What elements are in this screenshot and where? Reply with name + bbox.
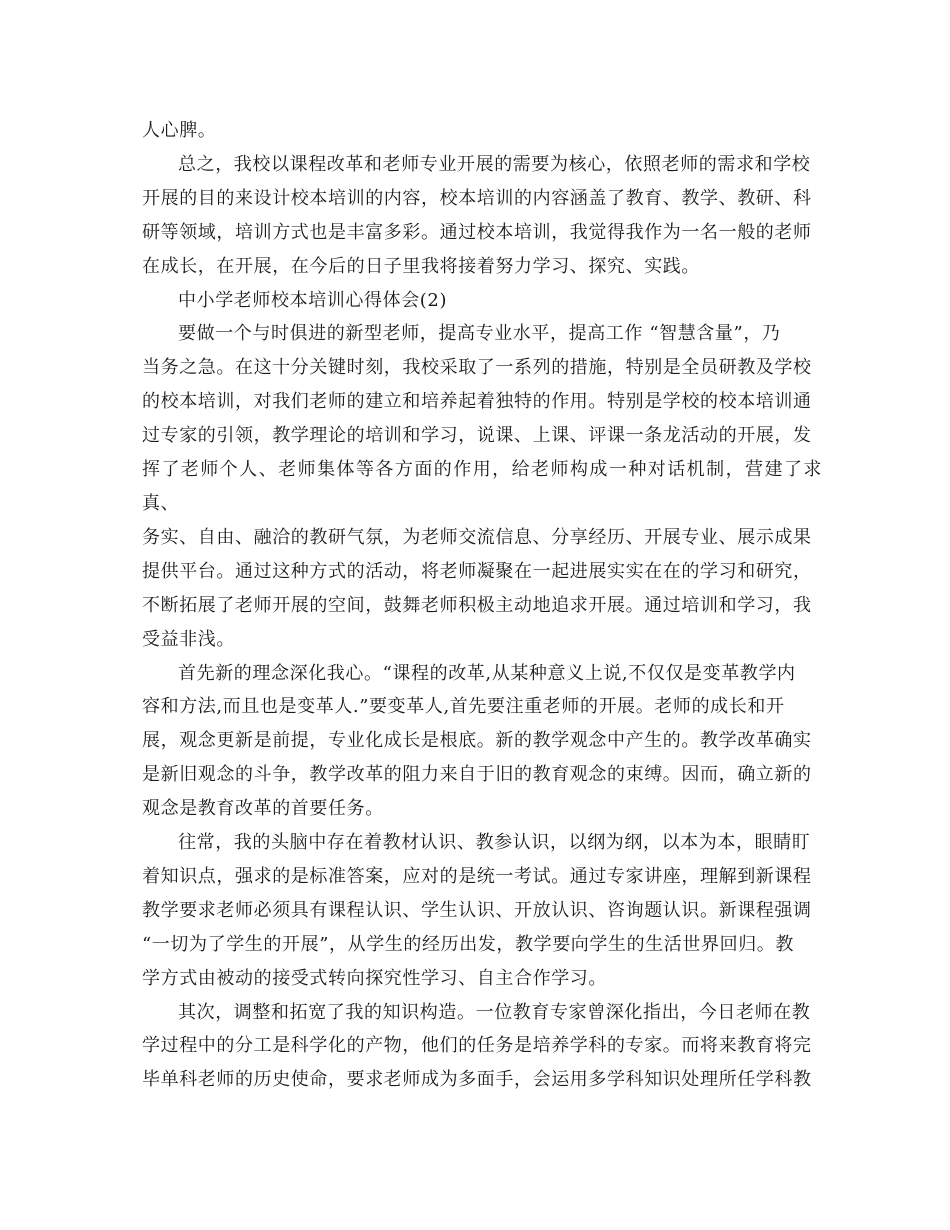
paragraph-new-concept: 首先新的理念深化我心。“课程的改革,从某种意义上说,不仅仅是变革教学内 容和方法,而且也是变革人.”要变革人,首先要注重老师的开展。老师的成长和开 展，观念更新是前提，专业化成长是根底。新的教学观念中产生的。教学改革确实 是新旧观念的斗争，教学改革的阻力来自于旧的教育观念的束缚。因而，确立新的 观念是教育改革的首要任务。 — [142, 662, 812, 820]
paragraph-continuation: 人心脾。 — [142, 120, 217, 141]
paragraph-intro: 要做一个与时俱进的新型老师，提高专业水平，提高工作 “智慧含量”，乃 当务之急。在这十分关键时刻，我校采取了一系列的措施，特别是全员研教及学校 的校本培训，对我们老师的建立和培养起着独特的作用。特别是学校的校本培训通 过专家的引领，教学理论的培训和学习，说课、上课、评课一条龙活动的开展，发 挥了老师个人、老师集体等各方面的作用，给老师构成一种对话机制，营建了求真、 务实、自由、融洽的教研气氛，为老师交流信息、分享经历、开展专业、展示成果 提供平台。通过这种方式的活动，将老师凝聚在一起进展实实在在的学习和研究， 不断拓展了老师开展的空间，鼓舞老师积极主动地追求开展。通过培训和学习，我 受益非浅。 — [142, 323, 822, 650]
paragraph-past-habits: 往常，我的头脑中存在着教材认识、教参认识，以纲为纲，以本为本，眼睛盯 着知识点，强求的是标准答案，应对的是统一考试。通过专家讲座，理解到新课程 教学要求老师必须具有课程认识、学生认识、开放认识、咨询题认识。新课程强调 “一切为了学生的开展”，从学生的经历出发，教学要向学生的生活世界回归。教 学方式由被动的接受式转向探究性学习、自主合作学习。 — [142, 832, 812, 989]
paragraph-summary: 总之，我校以课程改革和老师专业开展的需要为核心，依照老师的需求和学校 开展的目的来设计校本培训的内容，校本培训的内容涵盖了教育、教学、教研、科 研等领域，培训方式也是丰富多彩。通过校本培训，我觉得我作为一名一般的老师 在成长，在开展，在今后的日子里我将接着努力学习、探究、实践。 — [142, 153, 812, 277]
section-title: 中小学老师校本培训心得体会(2) — [178, 289, 448, 311]
document-page — [142, 114, 822, 1097]
paragraph-knowledge-structure: 其次，调整和拓宽了我的知识构造。一位教育专家曾深化指出，今日老师在教 学过程中的分工是科学化的产物，他们的任务是培养学科的专家。而将来教育将完 毕单科老师的历史使命，要求老师成为多面手，会运用多学科知识处理所任学科教 — [142, 1001, 812, 1091]
